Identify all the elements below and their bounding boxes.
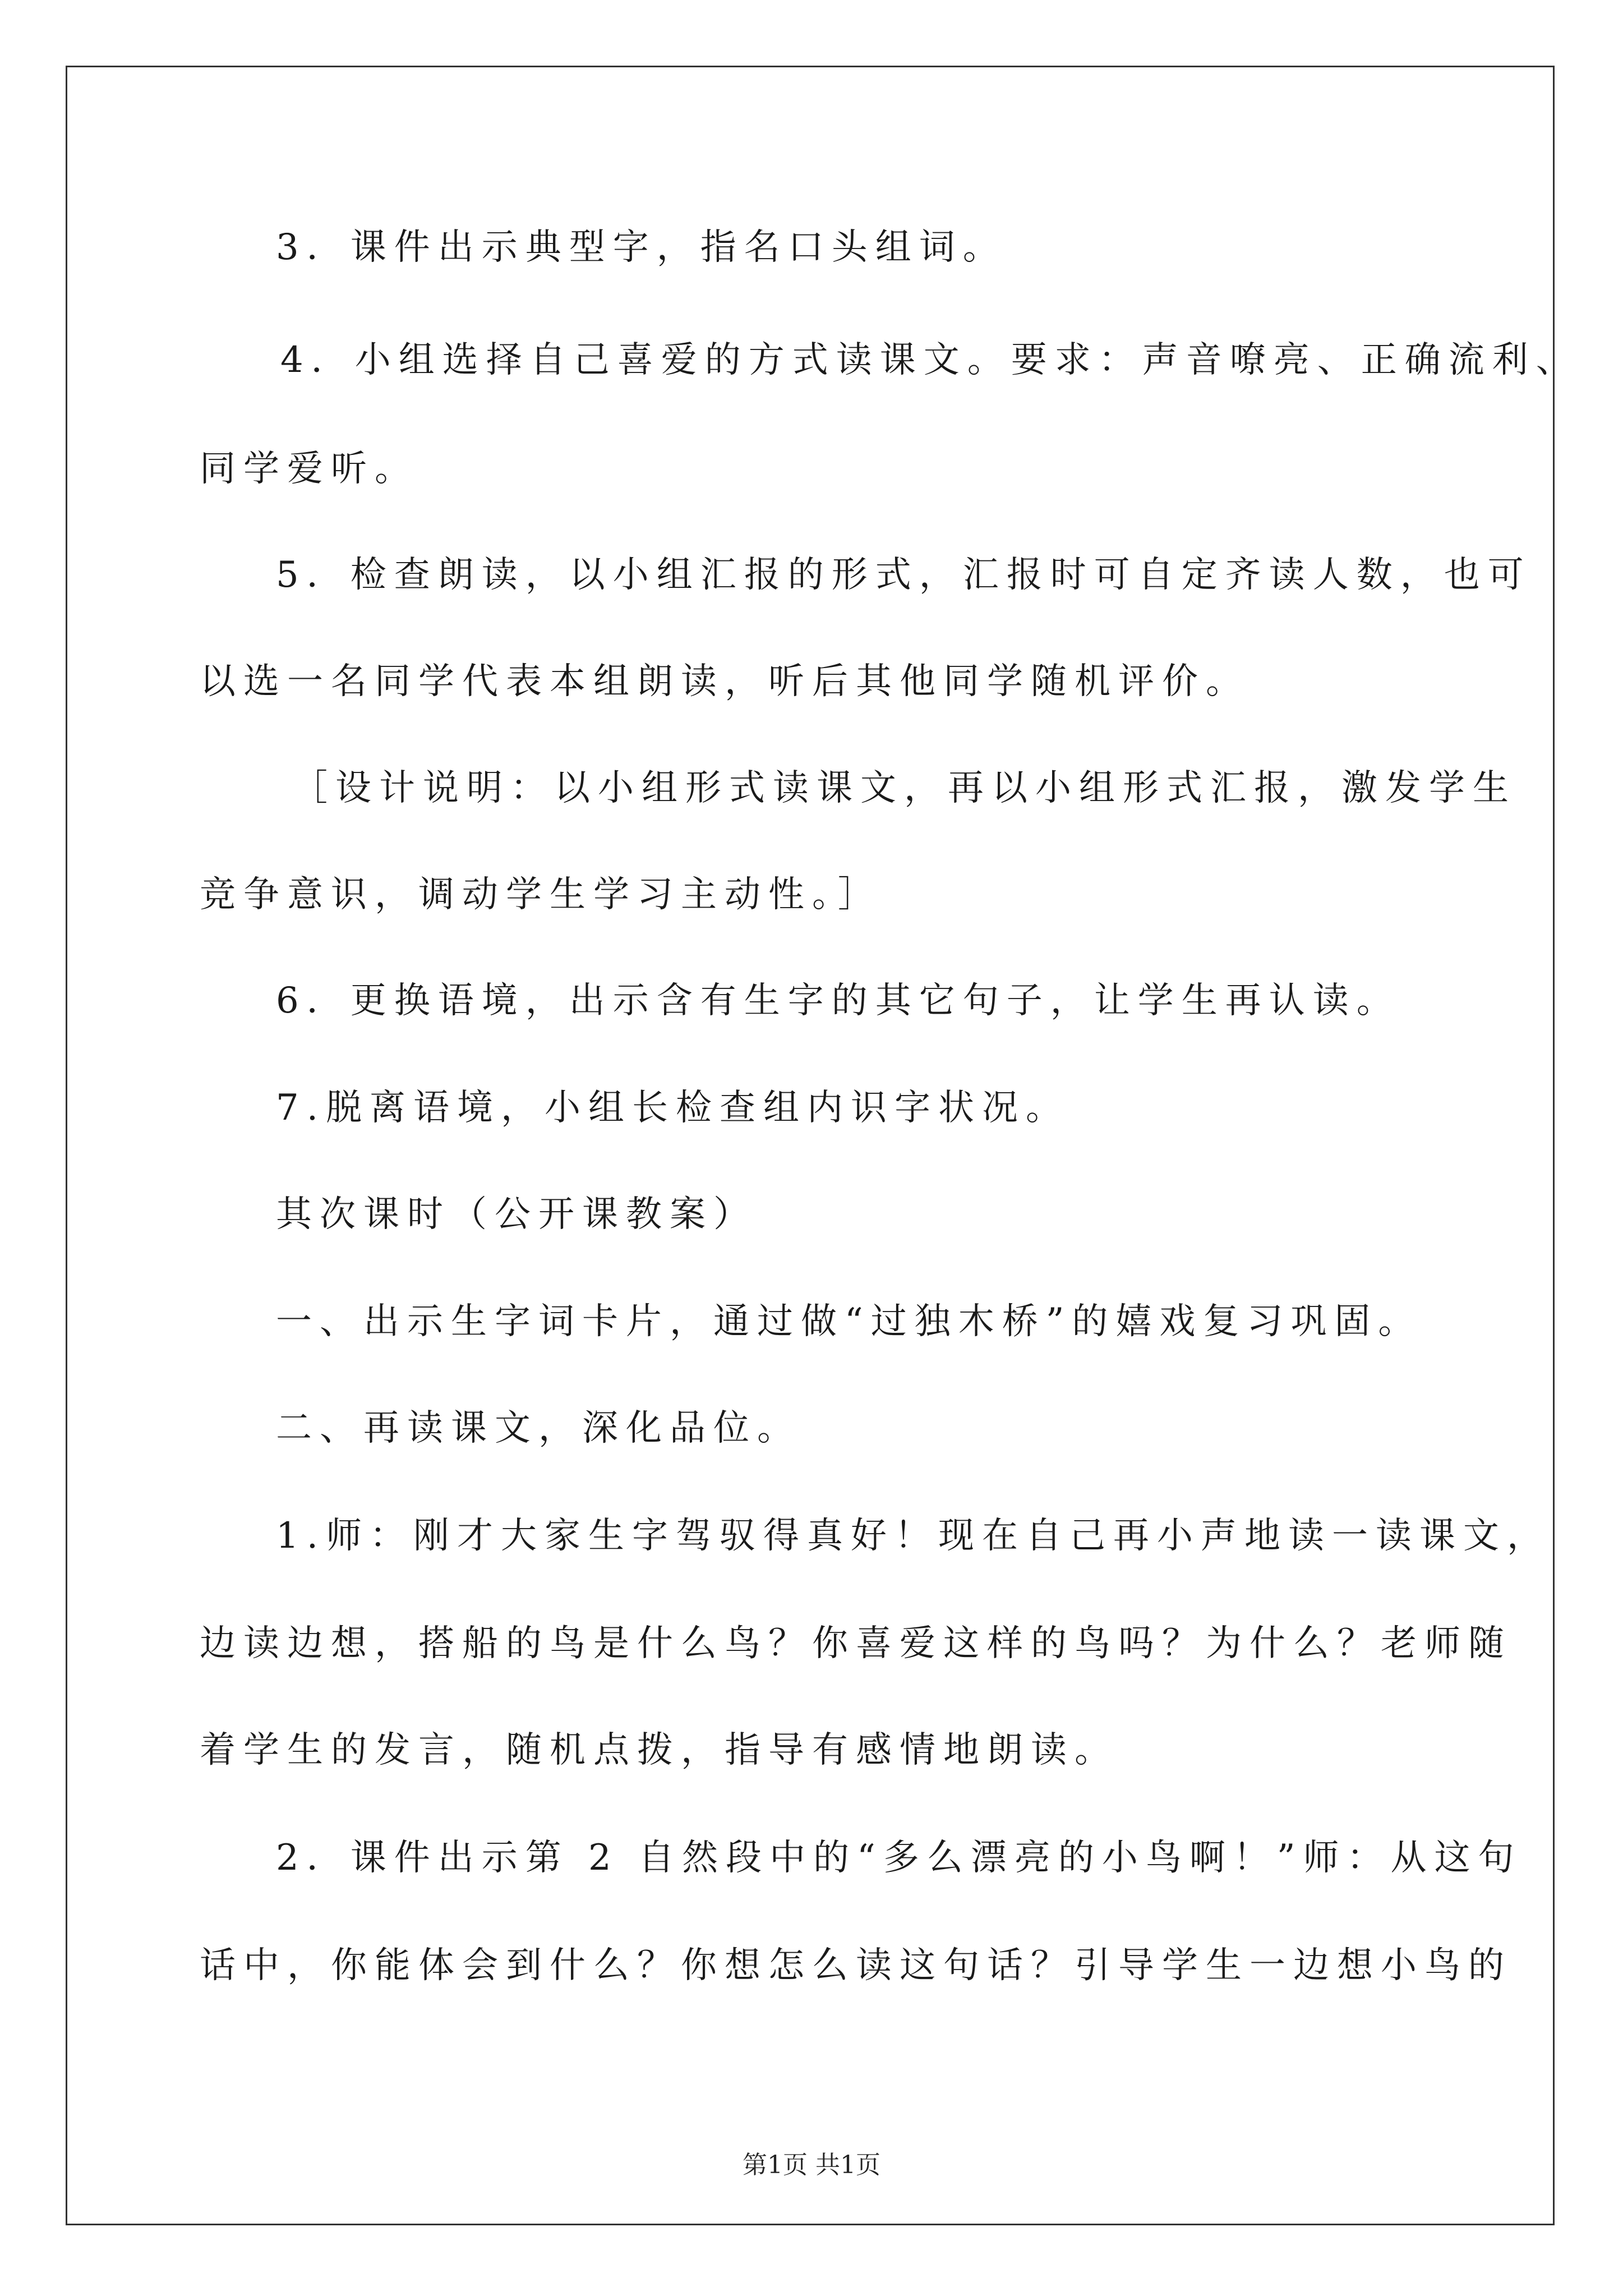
text-line: 竞争意识，调动学生学习主动性。］ [200,874,882,915]
text-line: 其次课时（公开课教案） [276,1194,757,1235]
text-line: 着学生的发言，随机点拨，指导有感情地朗读。 [200,1729,1118,1771]
text-line: 以选一名同学代表本组朗读，听后其他同学随机评价。 [200,661,1249,702]
text-line: 一、出示生字词卡片，通过做“过独木桥”的嬉戏复习巩固。 [276,1301,1422,1342]
text-line: 1.师：刚才大家生字驾驭得真好！现在自己再小声地读一读课文， [276,1515,1551,1557]
text-line: 5．检查朗读，以小组汇报的形式，汇报时可自定齐读人数，也可 [276,554,1532,596]
text-line: 2．课件出示第 2 自然段中的“多么漂亮的小鸟啊！”师：从这句 [276,1837,1522,1879]
page-number: 第1页 共1页 [743,2151,880,2179]
text-line: 4．小组选择自己喜爱的方式读课文。要求：声音嘹亮、正确流利、 [280,339,1580,381]
text-line: 7.脱离语境，小组长检查组内识字状况。 [276,1087,1070,1129]
text-line: 3．课件出示典型字，指名口头组词。 [276,227,1007,268]
text-line: 二、再读课文，深化品位。 [276,1407,801,1449]
text-line: 话中，你能体会到什么？你想怎么读这句话？引导学生一边想小鸟的 [200,1945,1512,1986]
text-line: 6．更换语境，出示含有生字的其它句子，让学生再认读。 [276,980,1400,1022]
page-border [66,66,1555,2225]
text-line: 同学爱听。 [200,448,418,490]
text-line: 边读边想，搭船的鸟是什么鸟？你喜爱这样的鸟吗？为什么？老师随 [200,1623,1512,1664]
text-line: ［设计说明：以小组形式读课文，再以小组形式汇报，激发学生 [292,767,1516,809]
